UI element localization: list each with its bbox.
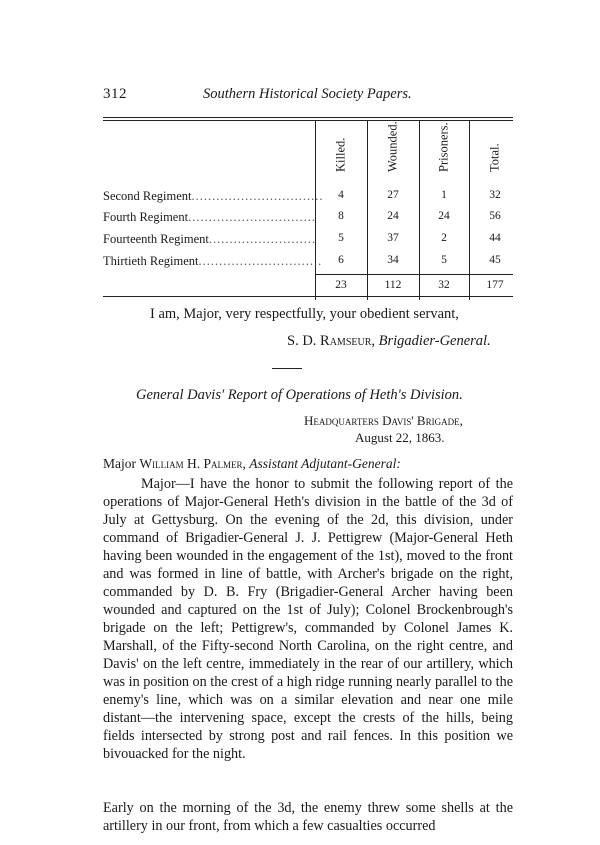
cell-total: 56 — [489, 210, 501, 222]
cell-prisoners: 5 — [441, 254, 447, 266]
row-label: Thirtieth Regiment.............................. — [103, 254, 323, 268]
report-paragraph-2: Early on the morning of the 3d, the enemy threw some shells at the artillery in our front, from which a few casualties occurred — [103, 800, 513, 834]
closing-salutation: I am, Major, very respectfully, your obedient servant, — [150, 306, 459, 322]
cell-prisoners: 1 — [441, 189, 447, 201]
cell-total: 44 — [489, 232, 501, 244]
cell-prisoners: 2 — [441, 232, 447, 244]
report-date: August 22, 1863. — [355, 430, 445, 445]
totals-rule — [315, 274, 513, 275]
addressee-title: Assistant Adjutant-General: — [249, 456, 401, 471]
signature — [287, 333, 491, 350]
total-killed: 23 — [335, 279, 347, 291]
table-row — [103, 189, 513, 209]
report-title: General Davis' Report of Operations of Heth's Division. — [136, 387, 463, 403]
cell-killed: 6 — [338, 254, 344, 266]
table-top-rule-double — [103, 120, 513, 121]
report-headquarters: Headquarters Davis' Brigade, — [304, 413, 463, 428]
cell-killed: 5 — [338, 232, 344, 244]
section-divider — [272, 368, 302, 369]
row-label: Second Regiment................................ — [103, 189, 324, 203]
column-header-killed: Killed. — [333, 137, 348, 172]
running-title: Southern Historical Society Papers. — [203, 86, 412, 102]
cell-prisoners: 24 — [438, 210, 450, 222]
cell-wounded: 37 — [387, 232, 399, 244]
signature-name: S. D. Ramseur, — [287, 333, 376, 349]
page-number: 312 — [103, 86, 127, 102]
total-wounded: 112 — [384, 279, 402, 291]
table-row — [103, 210, 513, 230]
cell-wounded: 27 — [387, 189, 399, 201]
signature-title: Brigadier-General. — [378, 333, 491, 349]
table-row — [103, 254, 513, 274]
table-top-rule — [103, 117, 513, 118]
addressee-prefix: Major — [103, 456, 136, 471]
cell-total: 45 — [489, 254, 501, 266]
cell-total: 32 — [489, 189, 501, 201]
column-header-prisoners: Prisoners. — [436, 122, 451, 172]
cell-killed: 8 — [338, 210, 344, 222]
table-row — [103, 232, 513, 252]
page-header — [103, 86, 513, 106]
cell-wounded: 34 — [387, 254, 399, 266]
row-label: Fourth Regiment............................... — [103, 210, 316, 224]
addressee-name: William H. Palmer, — [139, 456, 246, 471]
table-bottom-rule — [103, 296, 513, 297]
column-header-wounded: Wounded. — [385, 121, 400, 172]
report-paragraph-1: Major—I have the honor to submit the following report of the operations of Major-General Heth's division in the battle of the 3d of July at Gettysburg. On the evening of the 2d, this division, under command of Brigadier-General J. J. Pettigrew (Major-General Heth having been wounded in the engagement of the 1st), moved to the front and was formed in line of battle, with Archer's brigade on the right, commanded by D. B. Fry (Brigadier-General Archer having been wounded and captured on the 1st of July); Colonel Brockenbrough's brigade on the left; Pettigrew's, commanded by Colonel James K. Marshall, of the Fifty-second North Carolina, on the right centre, and Davis' on the left centre, immediately in the rear of our artillery, which was in position on the crest of a high ridge running nearly parallel to the enemy's line, which was on a similar elevation and near one mile distant—the intervening space, except the crests of the hills, being fields intersected by strong post and rail fences. In this position we bivouacked for the night. — [103, 476, 513, 762]
row-label: Fourteenth Regiment.......................... — [103, 232, 317, 246]
cell-killed: 4 — [338, 189, 344, 201]
column-header-total: Total. — [487, 143, 502, 172]
report-addressee — [103, 456, 401, 472]
cell-wounded: 24 — [387, 210, 399, 222]
total-prisoners: 32 — [438, 279, 450, 291]
total-total: 177 — [486, 279, 504, 291]
